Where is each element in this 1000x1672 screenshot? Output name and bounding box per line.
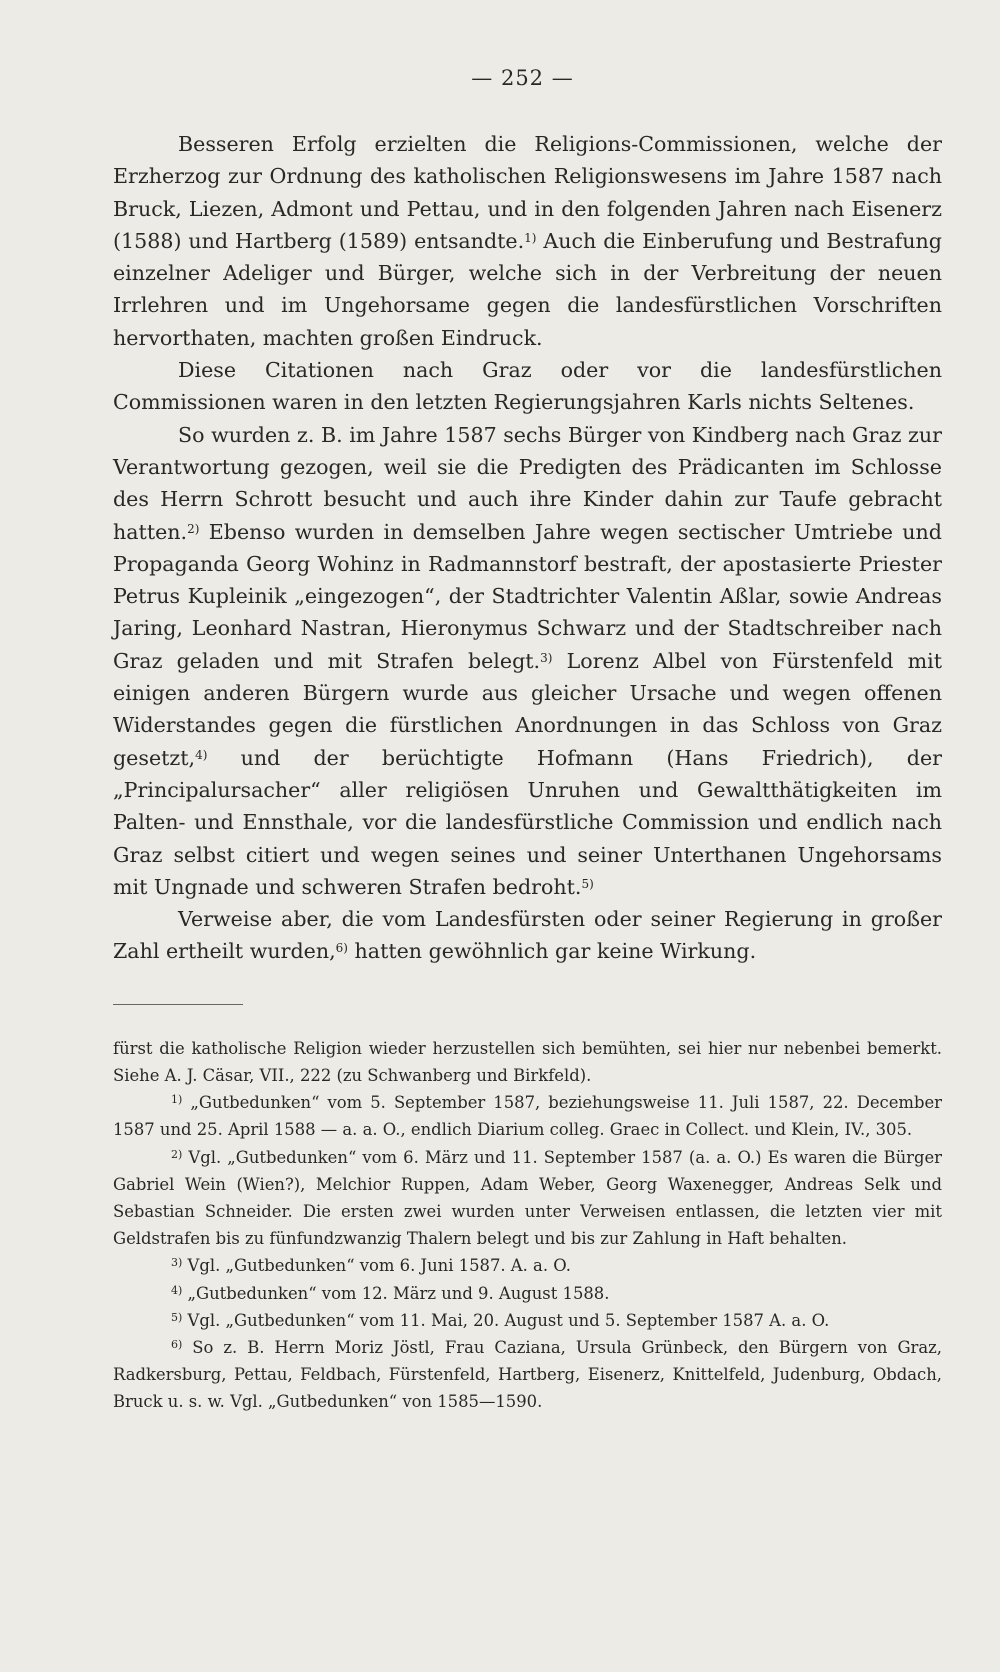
footnote-1 xyxy=(113,1089,942,1143)
page-number: — 252 — xyxy=(471,66,574,90)
footnote-5-text: Vgl. „Gutbedunken“ vom 11. Mai, 20. August und 5. September 1587 A. a. O. xyxy=(182,1310,830,1330)
body-text xyxy=(113,128,942,968)
footnote-3-mark: 3) xyxy=(171,1256,183,1270)
paragraph-4-text-b: hatten gewöhnlich gar keine Wirkung. xyxy=(347,939,757,964)
footnote-continuation-text: fürst die katholische Religion wieder herzustellen sich bemühten, sei hier nur nebenbei bemerkt. Siehe A. J. Cäsar, VII., 222 (zu Schwanberg und Birkfeld). xyxy=(113,1038,942,1085)
footnote-ref-2[interactable]: 2) xyxy=(187,521,200,536)
footnote-6-mark: 6) xyxy=(171,1337,183,1351)
footnote-ref-6[interactable]: 6) xyxy=(335,941,348,956)
footnote-ref-3[interactable]: 3) xyxy=(540,650,553,665)
paragraph-3 xyxy=(113,419,942,903)
footnote-ref-4[interactable]: 4) xyxy=(195,747,208,762)
paragraph-4 xyxy=(113,903,942,968)
footnote-4 xyxy=(113,1280,942,1307)
footnotes xyxy=(113,1035,942,1416)
paragraph-1-text-b: Auch die Einberufung und Bestrafung einzelner Adeliger und Bürger, welche sich in der Verbreitung der neuen Irrlehren und im Ungehorsame gegen die landesfürstlichen Vorschriften hervorthaten, machten großen Eindruck. xyxy=(113,228,942,350)
footnote-1-mark: 1) xyxy=(171,1093,183,1107)
footnote-2-text: Vgl. „Gutbedunken“ vom 6. März und 11. September 1587 (a. a. O.) Es waren die Bürger Gabriel Wein (Wien?), Melchior Ruppen, Adam Weber, Georg Waxenegger, Andreas Selk und Sebastian Schneider. Die ersten zwei wurden unter Verweisen entlassen, die letzten vier mit Geldstrafen bis zu fünfundzwanzig Thalern belegt und bis zur Zahlung in Haft behalten. xyxy=(113,1147,942,1249)
paragraph-3-text-c: Lorenz Albel von Fürstenfeld mit einigen anderen Bürgern wurde aus gleicher Ursache und wegen offenen Widerstandes gegen die fürstlichen Anordnungen in das Schloss von Graz gesetzt, xyxy=(113,648,942,770)
footnote-3 xyxy=(113,1252,942,1279)
footnote-6-text: So z. B. Herrn Moriz Jöstl, Frau Caziana, Ursula Grünbeck, den Bürgern von Graz, Radkersburg, Pettau, Feldbach, Fürstenfeld, Hartberg, Eisenerz, Knittelfeld, Judenburg, Obdach, Bruck u. s. w. Vgl. „Gutbedunken“ von 1585—1590. xyxy=(113,1337,942,1412)
footnote-5 xyxy=(113,1307,942,1334)
footnote-ref-5[interactable]: 5) xyxy=(581,876,594,891)
footnote-6 xyxy=(113,1334,942,1416)
paragraph-1-text-a: Besseren Erfolg erzielten die Religions-Commissionen, welche der Erzherzog zur Ordnung des katholischen Religionswesens im Jahre 1587 nach Bruck, Liezen, Admont und Pettau, und in den folgenden Jahren nach Eisenerz (1588) und Hartberg (1589) entsandte. xyxy=(113,132,942,253)
footnote-2 xyxy=(113,1144,942,1253)
footnote-ref-1[interactable]: 1) xyxy=(524,230,537,245)
footnote-1-text: „Gutbedunken“ vom 5. September 1587, beziehungsweise 11. Juli 1587, 22. December 1587 und 25. April 1588 — a. a. O., endlich Diarium colleg. Graec in Collect. und Klein, IV., 305. xyxy=(113,1093,942,1140)
footnote-continuation xyxy=(113,1035,942,1089)
footnote-4-text: „Gutbedunken“ vom 12. März und 9. August 1588. xyxy=(182,1283,610,1303)
paragraph-2 xyxy=(113,354,942,419)
footnote-3-text: Vgl. „Gutbedunken“ vom 6. Juni 1587. A. a. O. xyxy=(182,1256,571,1276)
paragraph-1 xyxy=(113,128,942,354)
paragraph-3-text-b: Ebenso wurden in demselben Jahre wegen sectischer Umtriebe und Propaganda Georg Wohinz in Radmannstorf bestraft, der apostasierte Priester Petrus Kupleinik „eingezogen“, der Stadtrichter Valentin Aßlar, sowie Andreas Jaring, Leonhard Nastran, Hieronymus Schwarz und der Stadtschreiber nach Graz geladen und mit Strafen belegt. xyxy=(113,519,942,673)
paragraph-3-text-a: So wurden z. B. im Jahre 1587 sechs Bürger von Kindberg nach Graz zur Verantwortung gezogen, weil sie die Predigten des Prädicanten im Schlosse des Herrn Schrott besucht und auch ihre Kinder dahin zur Taufe gebracht hatten. xyxy=(113,422,942,544)
footnote-divider xyxy=(113,1004,243,1005)
footnote-4-mark: 4) xyxy=(171,1283,183,1297)
paragraph-2-text: Diese Citationen nach Graz oder vor die landesfürstlichen Commissionen waren in den letzten Regierungsjahren Karls nichts Seltenes. xyxy=(113,358,942,415)
paragraph-4-text-a: Verweise aber, die vom Landesfürsten oder seiner Regierung in großer Zahl ertheilt wurden, xyxy=(113,907,942,964)
footnote-5-mark: 5) xyxy=(171,1310,183,1324)
paragraph-3-text-d: und der berüchtigte Hofmann (Hans Friedrich), der „Principalursacher“ aller religiösen Unruhen und Gewaltthätigkeiten im Palten- und Ennsthale, vor die landesfürstliche Commission und endlich nach Graz selbst citiert und wegen seines und seiner Unterthanen Ungehorsams mit Ungnade und schweren Strafen bedroht. xyxy=(113,745,942,899)
footnote-2-mark: 2) xyxy=(171,1147,183,1161)
